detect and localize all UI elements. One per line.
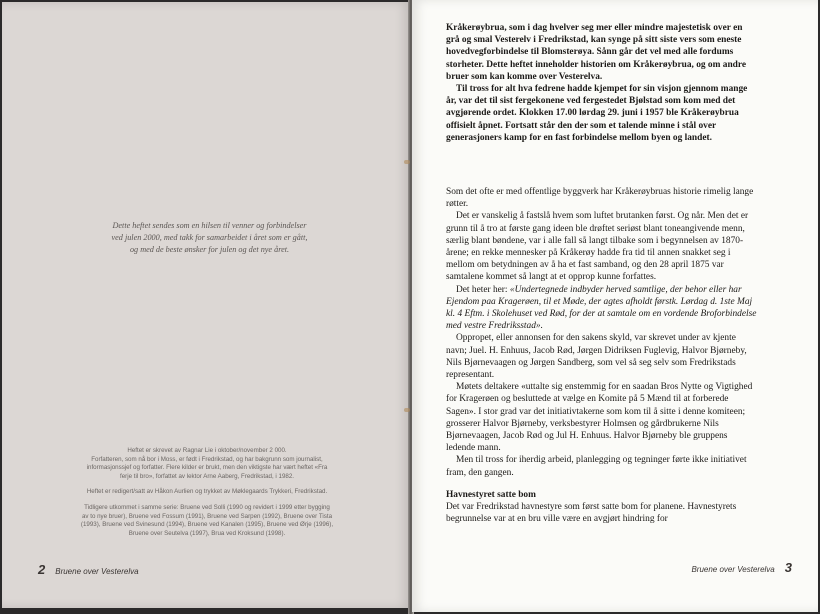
colophon-line: informasjonssjef og forfatter. Flere kilder er brukt, men den viktigste har vært heftet «Fra bbox=[86, 464, 328, 472]
left-running-title: Bruene over Vesterelva bbox=[55, 567, 139, 576]
body-paragraph: Det er vanskelig å fastslå hvem som luftet brutanken først. Og når. Men det er grunn til å tro at første gang ideen ble drøftet seriøst blant toneangivende menn, særlig blant bøndene, var i alle fall så langt tilbake som i begynnelsen av 1870-årene; en rekke mennesker på Kråkerøy hadde fra tid til annen snakket seg i mellom om betydningen av å ha et fast samband, og den 28 april 1875 var samtalene kommet så langt at et opprop kunne forfattes. bbox=[446, 211, 749, 283]
body-paragraph: Møtets deltakere «uttalte sig enstemmig for en saadan Bros Nytte og Vigtighed for Kragerøen og besluttede at vælge en Komite på 5 Mænd til at forberede Sagen». I stor grad var det initiativtakerne som kom til å sitte i denne komiteen; grosserer Halvor Bjørneby, verksbestyrer Holmsen og gårdbrukerne Nils Bjørnevaagen, Jacob Rød og Jul H. Enhuus. Halvor Bjørneby ble gruppens ledende mann. bbox=[446, 382, 753, 454]
dedication-line: Dette heftet sendes som en hilsen til venner og forbindelser bbox=[112, 221, 307, 230]
binding-staple bbox=[404, 160, 410, 164]
colophon-line: Forfatteren, som nå bor i Moss, er født i Fredrikstad, og har bakgrunn som journalist, bbox=[91, 455, 323, 463]
colophon-line: ferje til bro», forfattet av lektor Arne Aaberg, Fredrikstad, i 1982. bbox=[119, 472, 295, 480]
body-paragraph: Det var Fredrikstad havnestyre som først satte bom for planene. Havnestyrets begrunnelse var at en bru ville være en avgjørt hindring for bbox=[446, 502, 737, 525]
body-paragraph: Men til tross for iherdig arbeid, planlegging og tegninger førte ikke initiativet fram, den gangen. bbox=[446, 455, 747, 478]
left-page-number: 2 bbox=[38, 562, 46, 577]
dedication-line: ved julen 2000, med takk for samarbeidet i året som er gått, bbox=[111, 233, 308, 242]
intro-text bbox=[446, 22, 758, 144]
colophon-line: av to nye bruer), Bruene ved Fossum (1991), Bruene ved Sarpen (1992), Bruene over Tista bbox=[81, 512, 333, 520]
colophon-author-paragraph bbox=[42, 447, 372, 481]
section-heading: Havnestyret satte bom bbox=[446, 489, 536, 500]
right-folio bbox=[691, 560, 792, 575]
body-paragraph: Oppropet, eller annonsen for den sakens skyld, var skrevet under av kjente navn; Juel. H. Enhuus, Jacob Rød, Jørgen Didriksen Fuglevig, Halvor Bjørneby, Nils Bjørnevaagen og Jørgen Sandberg, som vel så seg selv som Fredrikstads representant. bbox=[446, 333, 747, 381]
body-paragraph: Som det ofte er med offentlige byggverk har Kråkerøybruas historie rimelig lange røtter. bbox=[446, 187, 754, 210]
body-text bbox=[446, 186, 758, 525]
colophon-series-paragraph bbox=[42, 504, 372, 538]
colophon bbox=[42, 447, 372, 545]
right-page-number: 3 bbox=[784, 560, 792, 575]
binding-staple bbox=[404, 408, 410, 412]
left-page bbox=[2, 2, 410, 608]
colophon-line: (1993), Bruene ved Svinesund (1994), Bruene ved Kanalen (1995), Bruene ved Ørje (1996), bbox=[80, 521, 334, 529]
intro-paragraph: Til tross for alt hva fedrene hadde kjempet for sin visjon gjennom mange år, var det til sist fergekonene ved fergestedet Bjølstad som kom med det avgjørende ordet. Klokken 17.00 lørdag 29. juni i 1957 ble Kråkerøybrua offisielt åpnet. Fortsatt står den der som et talende minne i stål over generasjoners kamp for en fast forbindelse mellom byen og landet. bbox=[446, 84, 748, 143]
quote-lead: Det heter her: bbox=[456, 284, 510, 295]
dedication-line: og med de beste ønsker for julen og det nye året. bbox=[129, 245, 290, 254]
quote-text: «Undertegnede indbyder herved samtlige, der behor eller har Ejendom paa Kragerøen, til et Møde, der agtes afholdt førstk. Lørdag d. 1ste Maj kl. 4 Eftm. i Skolehuset ved Rød, for der at samtale om en vordende Broforbindelse med vestre Fredriksstad». bbox=[446, 284, 757, 332]
colophon-line: Heftet er skrevet av Ragnar Lie i oktober/november 2 000. bbox=[127, 447, 287, 454]
colophon-editor-paragraph bbox=[42, 488, 372, 497]
intro-paragraph: Kråkerøybrua, som i dag hvelver seg mer eller mindre majestetisk over en grå og smal Vesterelv i Fredrikstad, kan synge på sitt siste vers som eneste hovedvegforbindelse til Blomsterøya. Sånn går det vel med alle fordums storheter. Dette heftet inneholder historien om Kråkerøybrua, og om andre bruer som kan komme over Vesterelva. bbox=[446, 23, 747, 82]
colophon-line: Bruene over Seutelva (1997), Brua ved Kroksund (1998). bbox=[128, 529, 286, 537]
right-running-title: Bruene over Vesterelva bbox=[691, 565, 775, 574]
colophon-line: Tidligere utkommet i samme serie: Bruene ved Solli (1990 og revidert i 1999 etter bygging bbox=[84, 503, 330, 511]
dedication-text bbox=[72, 220, 347, 256]
quote-paragraph bbox=[446, 284, 758, 333]
colophon-line: Heftet er redigert/satt av Håkon Aurlien og trykket av Møklegaards Trykkeri, Fredrikstad. bbox=[86, 488, 328, 496]
left-folio bbox=[38, 562, 139, 577]
